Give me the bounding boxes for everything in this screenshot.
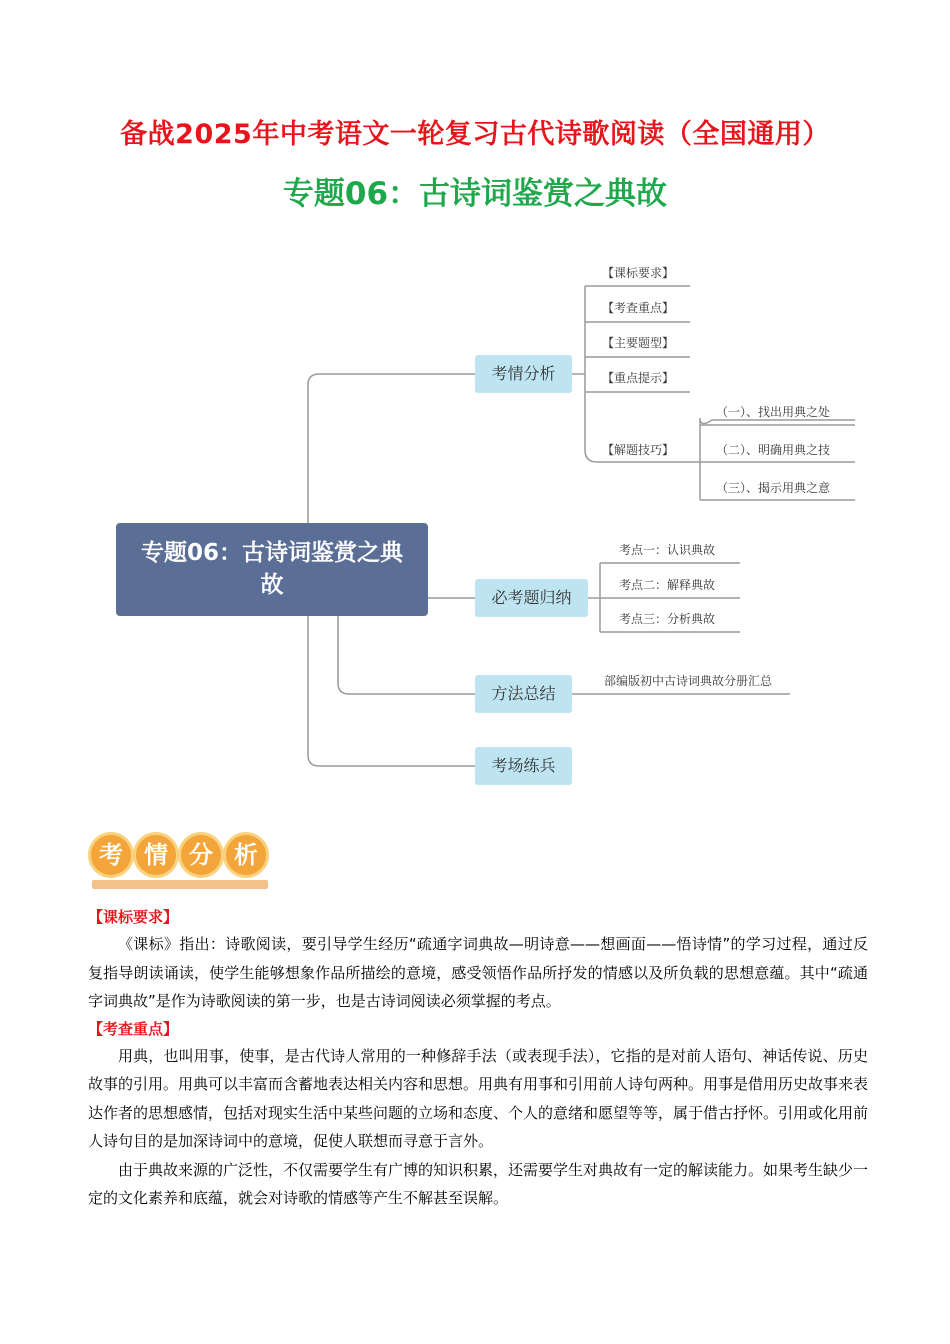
main-content bbox=[88, 904, 868, 1213]
leaf-jieti-2: （二）、明确用典之技 bbox=[716, 443, 831, 457]
leaf-zhuyao: 【主要题型】 bbox=[602, 336, 675, 350]
leaf-jieti: 【解题技巧】 bbox=[602, 443, 675, 457]
badge-char-3: 分 bbox=[178, 832, 224, 878]
paragraph: 《课标》指出：诗歌阅读，要引导学生经历“疏通字词典故—明诗意——想画面——悟诗情”的学习过程，通过反复指导朗读诵读，使学生能够想象作品所描绘的意境，感受领悟作品所抒发的情感以及所负载的思想意蕴。其中“疏通字词典故”是作为诗歌阅读的第一步，也是古诗词阅读必须掌握的考点。 bbox=[88, 935, 868, 1010]
leaf-kaocha: 【考查重点】 bbox=[602, 301, 675, 315]
branch-kaoqing: 考情分析 bbox=[475, 355, 572, 393]
leaf-kaodian-3: 考点三：分析典故 bbox=[619, 612, 716, 626]
leaf-kaodian-1: 考点一：认识典故 bbox=[619, 543, 716, 557]
badge-char-2: 情 bbox=[133, 832, 179, 878]
paragraph: 由于典故来源的广泛性，不仅需要学生有广博的知识积累，还需要学生对典故有一定的解读能力。如果考生缺少一定的文化素养和底蕴，就会对诗歌的情感等产生不解甚至误解。 bbox=[88, 1160, 869, 1207]
mind-map bbox=[0, 250, 950, 810]
branch-fangfa: 方法总结 bbox=[475, 675, 572, 713]
leaf-jieti-1: （一）、找出用典之处 bbox=[716, 405, 831, 419]
branch-bikaoti: 必考题归纳 bbox=[475, 579, 588, 617]
section-heading-kaocha: 【考查重点】 bbox=[88, 1019, 179, 1038]
section-heading-kebiao: 【课标要求】 bbox=[88, 908, 179, 926]
leaf-kaodian-2: 考点二：解释典故 bbox=[619, 578, 716, 592]
leaf-jieti-3: （三）、揭示用典之意 bbox=[716, 481, 831, 495]
leaf-fangfa-1: 部编版初中古诗词典故分册汇总 bbox=[604, 674, 773, 688]
branch-kaochang: 考场练兵 bbox=[475, 747, 572, 785]
badge-char-4: 析 bbox=[223, 832, 269, 878]
section-badge bbox=[86, 828, 272, 892]
document-subtitle: 专题06：古诗词鉴赏之典故 bbox=[282, 176, 668, 212]
leaf-zhongdian: 【重点提示】 bbox=[602, 371, 675, 385]
document-title: 备战2025年中考语文一轮复习古代诗歌阅读（全国通用） bbox=[120, 119, 830, 150]
paragraph: 用典，也叫用事，使事，是古代诗人常用的一种修辞手法（或表现手法），它指的是对前人语句、神话传说、历史故事的引用。用典可以丰富而含蓄地表达相关内容和思想。用典有用事和引用前人诗句两种。用事是借用历史故事来表达作者的思想感情，包括对现实生活中某些问题的立场和态度、个人的意绪和愿望等等，属于借古抒怀。引用或化用前人诗句目的是加深诗词中的意境，促使人联想而寻意于言外。 bbox=[88, 1046, 869, 1150]
leaf-kebiao: 【课标要求】 bbox=[602, 266, 675, 280]
badge-char-1: 考 bbox=[88, 832, 134, 878]
badge-underline bbox=[92, 880, 268, 889]
mind-map-central-node: 专题06：古诗词鉴赏之典故 bbox=[116, 523, 428, 616]
